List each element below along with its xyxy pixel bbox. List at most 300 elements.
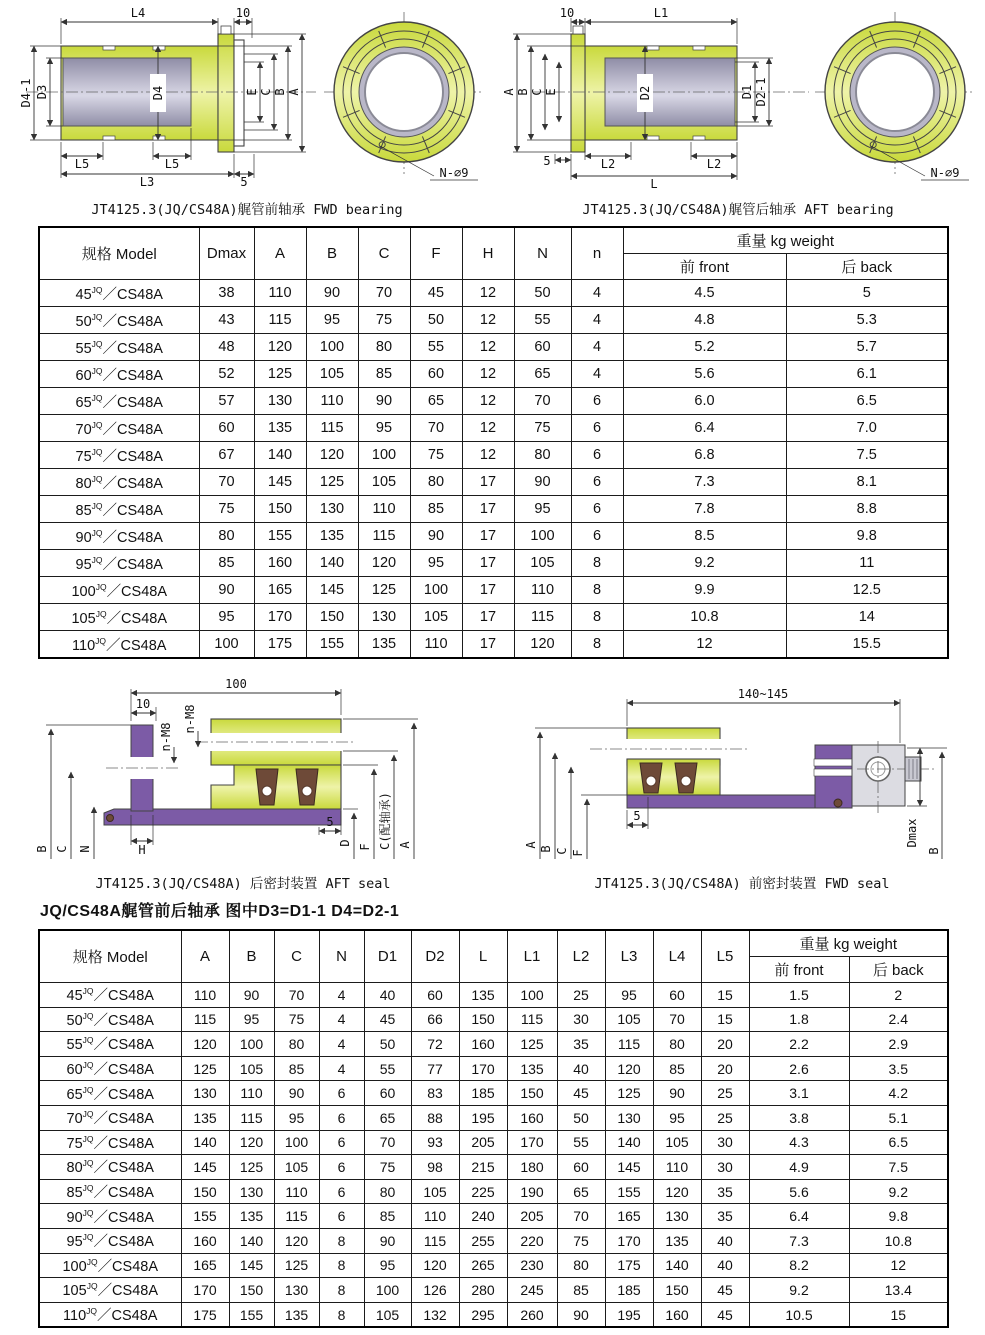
table-row [39, 1007, 948, 1032]
model-cell: $50^{JQ}/CS48A$ [39, 307, 199, 334]
dim-cell: 75 [410, 442, 462, 469]
dim-cell: 130 [605, 1105, 653, 1130]
dim-cell: 60 [514, 334, 571, 361]
dim-cell: 40 [701, 1228, 749, 1253]
dim-cell: 95 [306, 307, 358, 334]
dim-cell: 40 [557, 1056, 605, 1081]
bolt-stub [573, 26, 583, 34]
dim-cell: 6 [319, 1105, 364, 1130]
dim-cell: 145 [229, 1253, 274, 1278]
dim-cell: 125 [274, 1253, 319, 1278]
col-header-N: N [319, 930, 364, 983]
col-header-n: n [571, 227, 623, 280]
weight-front-cell: 6.0 [623, 388, 786, 415]
dim-label-5: 5 [240, 175, 248, 189]
dim-cell: 95 [358, 415, 410, 442]
dim-label-nM8a: n-M8 [159, 722, 173, 752]
dim-cell: 125 [605, 1081, 653, 1106]
dim-label-D2: D2 [638, 85, 652, 101]
table-row [39, 550, 948, 577]
dim-cell: 115 [411, 1228, 459, 1253]
weight-front-cell: 7.3 [749, 1228, 849, 1253]
dim-cell: 75 [364, 1155, 411, 1180]
col-header-Dmax: Dmax [199, 227, 254, 280]
col-header-weight: 重量 kg weight [623, 227, 948, 254]
col-header-weight: 重量 kg weight [749, 930, 948, 957]
dim-cell: 120 [229, 1130, 274, 1155]
weight-front-cell: 5.6 [623, 361, 786, 388]
model-cell: $55^{JQ}/CS48A$ [39, 1032, 181, 1057]
dim-cell: 115 [181, 1007, 229, 1032]
dim-cell: 70 [410, 415, 462, 442]
model-cell: $90^{JQ}/CS48A$ [39, 523, 199, 550]
seal-drawings-row [0, 669, 985, 892]
dim-cell: 175 [181, 1302, 229, 1327]
dim-cell: 150 [507, 1081, 557, 1106]
dim-cell: 115 [254, 307, 306, 334]
weight-back-cell: 5.1 [849, 1105, 948, 1130]
dim-cell: 205 [507, 1204, 557, 1229]
seal-oring [107, 815, 114, 822]
dim-cell: 105 [514, 550, 571, 577]
model-cell: $75^{JQ}/CS48A$ [39, 442, 199, 469]
dim-cell: 4 [571, 361, 623, 388]
dim-cell: 70 [653, 1007, 701, 1032]
weight-back-cell: 5.3 [786, 307, 948, 334]
dim-label-B2: B [927, 847, 941, 855]
dim-cell: 215 [459, 1155, 507, 1180]
dim-cell: 6 [571, 388, 623, 415]
dim-cell: 30 [557, 1007, 605, 1032]
dim-label-nM8b: n-M8 [183, 704, 197, 734]
dim-cell: 120 [358, 550, 410, 577]
model-cell: $105^{JQ}/CS48A$ [39, 1278, 181, 1303]
dim-cell: 95 [274, 1105, 319, 1130]
model-cell: $110^{JQ}/CS48A$ [39, 631, 199, 659]
dim-cell: 160 [459, 1032, 507, 1057]
dim-cell: 65 [557, 1179, 605, 1204]
dim-cell: 155 [229, 1302, 274, 1327]
dim-cell: 265 [459, 1253, 507, 1278]
dim-cell: 135 [306, 523, 358, 550]
bearing-flange [218, 34, 234, 152]
dim-cell: 125 [254, 361, 306, 388]
dim-cell: 220 [507, 1228, 557, 1253]
dim-label-L5b: L5 [164, 157, 180, 171]
dim-label-F: F [571, 849, 585, 857]
dim-label-N: N [78, 845, 92, 853]
dim-label-B: B [516, 88, 530, 96]
dim-cell: 120 [274, 1228, 319, 1253]
dim-cell: 70 [557, 1204, 605, 1229]
dim-cell: 140 [254, 442, 306, 469]
dim-cell: 135 [358, 631, 410, 659]
dim-cell: 17 [462, 550, 514, 577]
dim-cell: 8 [319, 1228, 364, 1253]
col-header-H: H [462, 227, 514, 280]
dim-cell: 8 [571, 604, 623, 631]
dim-cell: 70 [514, 388, 571, 415]
col-header-A: A [181, 930, 229, 983]
dim-cell: 105 [653, 1130, 701, 1155]
aft-seal-caption: JT4125.3(JQ/CS48A) 后密封装置 AFT seal [95, 876, 391, 892]
model-cell: $80^{JQ}/CS48A$ [39, 469, 199, 496]
dim-cell: 12 [462, 307, 514, 334]
dim-cell: 165 [254, 577, 306, 604]
dim-cell: 6 [571, 442, 623, 469]
fwd-seal-section [590, 728, 935, 813]
dim-cell: 4 [319, 983, 364, 1008]
table-row [39, 469, 948, 496]
dim-cell: 85 [199, 550, 254, 577]
dim-cell: 175 [605, 1253, 653, 1278]
weight-front-cell: 6.4 [749, 1204, 849, 1229]
dim-cell: 185 [459, 1081, 507, 1106]
dim-cell: 80 [358, 334, 410, 361]
dim-cell: 135 [274, 1302, 319, 1327]
dim-label-N9: N-∅9 [439, 166, 469, 180]
weight-front-cell: 5.6 [749, 1179, 849, 1204]
col-header-back: 后 back [849, 957, 948, 983]
weight-back-cell: 10.8 [849, 1228, 948, 1253]
dim-label-C-bearing: C(配轴承) [378, 792, 392, 850]
dim-cell: 110 [181, 983, 229, 1008]
weight-back-cell: 12 [849, 1253, 948, 1278]
dim-cell: 50 [364, 1032, 411, 1057]
fwd-bearing-ring-view [324, 12, 484, 180]
dim-cell: 70 [274, 983, 319, 1008]
model-cell: $55^{JQ}/CS48A$ [39, 334, 199, 361]
weight-back-cell: 6.1 [786, 361, 948, 388]
dim-cell: 8 [571, 631, 623, 659]
aft-seal-section [104, 719, 356, 825]
dim-cell: 57 [199, 388, 254, 415]
col-header-L3: L3 [605, 930, 653, 983]
dim-cell: 6 [319, 1155, 364, 1180]
weight-front-cell: 4.3 [749, 1130, 849, 1155]
dim-cell: 105 [410, 604, 462, 631]
dim-cell: 95 [199, 604, 254, 631]
dim-label-A: A [287, 88, 301, 96]
dim-cell: 125 [507, 1032, 557, 1057]
dim-cell: 90 [358, 388, 410, 415]
dim-cell: 145 [181, 1155, 229, 1180]
dim-cell: 120 [254, 334, 306, 361]
weight-back-cell: 2.9 [849, 1032, 948, 1057]
model-cell: $65^{JQ}/CS48A$ [39, 388, 199, 415]
dim-cell: 110 [410, 631, 462, 659]
fwd-seal-caption: JT4125.3(JQ/CS48A) 前密封装置 FWD seal [594, 876, 890, 892]
dim-cell: 17 [462, 496, 514, 523]
dim-cell: 90 [274, 1081, 319, 1106]
dim-cell: 50 [410, 307, 462, 334]
weight-back-cell: 4.2 [849, 1081, 948, 1106]
dim-cell: 120 [306, 442, 358, 469]
weight-back-cell: 15.5 [786, 631, 948, 659]
dim-cell: 65 [364, 1105, 411, 1130]
model-cell: $90^{JQ}/CS48A$ [39, 1204, 181, 1229]
col-header-F: F [410, 227, 462, 280]
col-header-C: C [274, 930, 319, 983]
table-row [39, 361, 948, 388]
dim-cell: 155 [181, 1204, 229, 1229]
table-row [39, 1032, 948, 1057]
dim-cell: 65 [514, 361, 571, 388]
dim-cell: 110 [653, 1155, 701, 1180]
dim-cell: 170 [605, 1228, 653, 1253]
col-header-L4: L4 [653, 930, 701, 983]
dim-label-D1: D1 [740, 84, 754, 100]
dim-label-B: B [35, 845, 49, 853]
dim-cell: 140 [653, 1253, 701, 1278]
dim-cell: 45 [557, 1081, 605, 1106]
formula-note: JQ/CS48A艉管前后轴承 图中D3=D1-1 D4=D2-1 [40, 903, 400, 920]
weight-back-cell: 15 [849, 1302, 948, 1327]
weight-front-cell: 5.2 [623, 334, 786, 361]
dim-cell: 45 [410, 280, 462, 307]
col-header-back: 后 back [786, 254, 948, 280]
dim-label-D: D [338, 839, 352, 847]
table-row [39, 415, 948, 442]
dim-label-L5a: L5 [74, 157, 90, 171]
seal-oring [834, 799, 842, 807]
dim-cell: 105 [605, 1007, 653, 1032]
weight-front-cell: 2.6 [749, 1056, 849, 1081]
model-cell: $85^{JQ}/CS48A$ [39, 496, 199, 523]
dim-cell: 60 [557, 1155, 605, 1180]
dim-cell: 4 [571, 334, 623, 361]
dim-cell: 15 [701, 1007, 749, 1032]
model-cell: $95^{JQ}/CS48A$ [39, 1228, 181, 1253]
dim-cell: 135 [229, 1204, 274, 1229]
dim-cell: 105 [358, 469, 410, 496]
weight-front-cell: 9.9 [623, 577, 786, 604]
dim-cell: 170 [181, 1278, 229, 1303]
seal-spec-table [38, 929, 949, 1328]
dim-cell: 66 [411, 1007, 459, 1032]
dim-cell: 15 [701, 983, 749, 1008]
weight-front-cell: 7.8 [623, 496, 786, 523]
dim-cell: 55 [557, 1130, 605, 1155]
table-row [39, 334, 948, 361]
dim-cell: 180 [507, 1155, 557, 1180]
dim-cell: 45 [701, 1278, 749, 1303]
dim-cell: 110 [306, 388, 358, 415]
dim-label-D4-1: D4-1 [19, 78, 33, 108]
dim-cell: 120 [605, 1056, 653, 1081]
dim-cell: 150 [459, 1007, 507, 1032]
dim-cell: 100 [410, 577, 462, 604]
dim-cell: 45 [701, 1302, 749, 1327]
model-cell: $100^{JQ}/CS48A$ [39, 577, 199, 604]
col-header-model: 规格 Model [39, 930, 181, 983]
fwd-bearing-caption: JT4125.3(JQ/CS48A)艉管前轴承 FWD bearing [91, 202, 403, 218]
dim-cell: 8 [571, 550, 623, 577]
dim-cell: 8 [571, 577, 623, 604]
dim-label-L1: L1 [653, 6, 669, 20]
bolt-stub [221, 26, 231, 34]
dim-cell: 255 [459, 1228, 507, 1253]
dim-cell: 8 [319, 1302, 364, 1327]
dim-cell: 85 [557, 1278, 605, 1303]
dim-cell: 100 [274, 1130, 319, 1155]
dim-cell: 165 [181, 1253, 229, 1278]
dim-cell: 80 [364, 1179, 411, 1204]
dim-cell: 80 [514, 442, 571, 469]
dim-cell: 126 [411, 1278, 459, 1303]
weight-back-cell: 6.5 [849, 1130, 948, 1155]
table-row [39, 983, 948, 1008]
model-cell: $45^{JQ}/CS48A$ [39, 983, 181, 1008]
table-row [39, 1302, 948, 1327]
dim-cell: 90 [199, 577, 254, 604]
dim-cell: 85 [358, 361, 410, 388]
dim-cell: 245 [507, 1278, 557, 1303]
dim-cell: 115 [306, 415, 358, 442]
dim-cell: 160 [181, 1228, 229, 1253]
dim-cell: 140 [306, 550, 358, 577]
dim-label-D4: D4 [151, 85, 165, 101]
aft-bearing-figure [497, 4, 979, 218]
dim-cell: 140 [229, 1228, 274, 1253]
table-row [39, 1130, 948, 1155]
weight-front-cell: 1.8 [749, 1007, 849, 1032]
weight-front-cell: 10.8 [623, 604, 786, 631]
dim-cell: 240 [459, 1204, 507, 1229]
fwd-seal-drawing [505, 673, 979, 871]
dim-cell: 88 [411, 1105, 459, 1130]
fwd-seal-figure [505, 673, 979, 892]
dim-cell: 132 [411, 1302, 459, 1327]
dim-cell: 130 [274, 1278, 319, 1303]
bearing-spec-table [38, 226, 949, 659]
bearing-drawings-row [0, 0, 985, 218]
dim-cell: 4 [319, 1056, 364, 1081]
col-header-front: 前 front [623, 254, 786, 280]
dim-cell: 75 [274, 1007, 319, 1032]
dim-cell: 100 [229, 1032, 274, 1057]
dim-cell: 130 [254, 388, 306, 415]
weight-front-cell: 9.2 [749, 1278, 849, 1303]
dim-cell: 135 [254, 415, 306, 442]
dim-cell: 60 [411, 983, 459, 1008]
dim-label-5: 5 [326, 815, 334, 829]
dim-cell: 105 [274, 1155, 319, 1180]
col-header-front: 前 front [749, 957, 849, 983]
model-cell: $50^{JQ}/CS48A$ [39, 1007, 181, 1032]
weight-back-cell: 8.8 [786, 496, 948, 523]
dim-cell: 95 [514, 496, 571, 523]
dim-cell: 135 [459, 983, 507, 1008]
dim-label-5: 5 [633, 809, 641, 823]
dim-label-L: L [650, 177, 658, 191]
dim-label-E: E [544, 88, 558, 96]
dim-cell: 130 [653, 1204, 701, 1229]
table-row [39, 604, 948, 631]
dim-cell: 150 [229, 1278, 274, 1303]
dim-label-H: H [138, 843, 146, 857]
dim-label-D3: D3 [35, 84, 49, 100]
weight-back-cell: 9.8 [786, 523, 948, 550]
table-row [39, 388, 948, 415]
weight-front-cell: 6.4 [623, 415, 786, 442]
weight-back-cell: 3.5 [849, 1056, 948, 1081]
dim-cell: 95 [653, 1105, 701, 1130]
model-cell: $70^{JQ}/CS48A$ [39, 1105, 181, 1130]
dim-cell: 100 [514, 523, 571, 550]
dim-cell: 120 [181, 1032, 229, 1057]
dim-cell: 90 [364, 1228, 411, 1253]
table-row [39, 307, 948, 334]
dim-cell: 85 [410, 496, 462, 523]
dim-cell: 4 [319, 1007, 364, 1032]
dim-cell: 225 [459, 1179, 507, 1204]
model-cell: $105^{JQ}/CS48A$ [39, 604, 199, 631]
weight-front-cell: 3.8 [749, 1105, 849, 1130]
dim-cell: 145 [306, 577, 358, 604]
dim-cell: 140 [181, 1130, 229, 1155]
col-header-L5: L5 [701, 930, 749, 983]
dim-label-10: 10 [559, 6, 575, 20]
dim-cell: 20 [701, 1056, 749, 1081]
dim-label-L3: L3 [139, 175, 155, 189]
dim-cell: 60 [199, 415, 254, 442]
dim-cell: 60 [364, 1081, 411, 1106]
aft-seal-dimensions [35, 677, 418, 859]
dim-cell: 60 [653, 983, 701, 1008]
dim-label-10: 10 [235, 6, 251, 20]
col-header-L2: L2 [557, 930, 605, 983]
table-row [39, 280, 948, 307]
dim-cell: 4 [571, 307, 623, 334]
dim-cell: 130 [306, 496, 358, 523]
table-row [39, 523, 948, 550]
dim-cell: 135 [653, 1228, 701, 1253]
model-cell: $45^{JQ}/CS48A$ [39, 280, 199, 307]
dim-cell: 150 [181, 1179, 229, 1204]
dim-cell: 80 [274, 1032, 319, 1057]
dim-cell: 72 [411, 1032, 459, 1057]
dim-cell: 125 [306, 469, 358, 496]
weight-back-cell: 9.8 [849, 1204, 948, 1229]
dim-cell: 85 [364, 1204, 411, 1229]
dim-cell: 6 [319, 1179, 364, 1204]
weight-front-cell: 7.3 [623, 469, 786, 496]
dim-cell: 80 [410, 469, 462, 496]
dim-cell: 115 [358, 523, 410, 550]
dim-cell: 125 [181, 1056, 229, 1081]
weight-front-cell: 8.2 [749, 1253, 849, 1278]
dim-cell: 90 [557, 1302, 605, 1327]
dim-label-F: F [358, 843, 372, 851]
dim-cell: 55 [410, 334, 462, 361]
table-row [39, 1228, 948, 1253]
weight-back-cell: 12.5 [786, 577, 948, 604]
dim-label-A: A [502, 88, 516, 96]
dim-cell: 155 [306, 631, 358, 659]
dim-cell: 17 [462, 631, 514, 659]
dim-label-A: A [524, 841, 538, 849]
weight-front-cell: 10.5 [749, 1302, 849, 1327]
dim-cell: 55 [514, 307, 571, 334]
weight-front-cell: 8.5 [623, 523, 786, 550]
dim-label-C: C [259, 88, 273, 96]
weight-back-cell: 7.0 [786, 415, 948, 442]
dim-cell: 90 [514, 469, 571, 496]
weight-back-cell: 14 [786, 604, 948, 631]
table-row [39, 631, 948, 659]
dim-cell: 135 [181, 1105, 229, 1130]
